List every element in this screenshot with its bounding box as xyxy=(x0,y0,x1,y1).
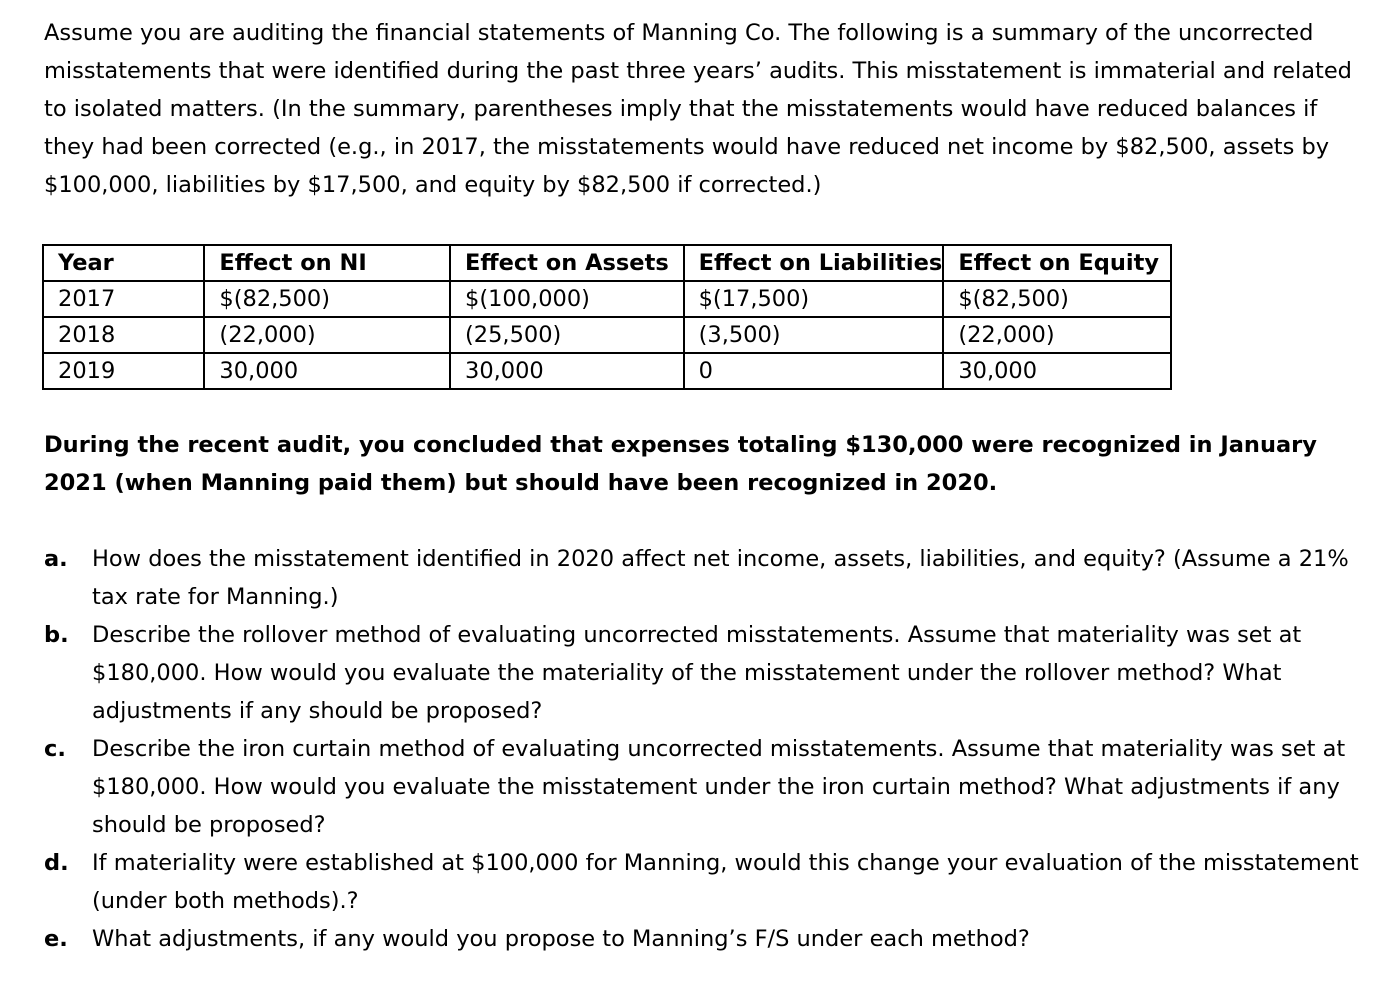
intro-paragraph: Assume you are auditing the financial statements of Manning Co. The following is a summary of the uncorrected misstatements that were identified during the past three years’ audits. This misstatement is immaterial and related to isolated matters. (In the summary, parentheses imply that the misstatements would have reduced balances if they had been corrected (e.g., in 2017, the misstatements would have reduced net income by $82,500, assets by $100,000, liabilities by $17,500, and equity by $82,500 if corrected.) xyxy=(44,20,1352,198)
header-effect-on-liabilities: Effect on Liabilities xyxy=(684,245,944,281)
header-effect-on-ni: Effect on NI xyxy=(204,245,450,281)
question-list xyxy=(44,540,1364,958)
cell-effect-on-equity: (22,000) xyxy=(943,317,1171,353)
question-text: Describe the iron curtain method of evaluating uncorrected misstatements. Assume that materiality was set at $180,000. How would you evaluate the misstatement under the iron curtain method? What adjustments if any should be proposed? xyxy=(92,736,1346,838)
question-e xyxy=(44,920,1364,958)
question-letter: e. xyxy=(44,926,68,952)
question-a xyxy=(44,540,1364,616)
cell-year: 2018 xyxy=(43,317,204,353)
question-c xyxy=(44,730,1364,844)
cell-effect-on-liabilities: $(17,500) xyxy=(684,281,944,317)
table-header-row xyxy=(43,245,1171,281)
cell-effect-on-liabilities: (3,500) xyxy=(684,317,944,353)
cell-effect-on-assets: $(100,000) xyxy=(450,281,684,317)
cell-year: 2019 xyxy=(43,353,204,389)
header-effect-on-equity: Effect on Equity xyxy=(943,245,1171,281)
cell-effect-on-assets: 30,000 xyxy=(450,353,684,389)
cell-effect-on-assets: (25,500) xyxy=(450,317,684,353)
question-letter: b. xyxy=(44,622,69,648)
header-year: Year xyxy=(43,245,204,281)
question-text: What adjustments, if any would you propose to Manning’s F/S under each method? xyxy=(92,926,1030,952)
question-text: Describe the rollover method of evaluating uncorrected misstatements. Assume that materiality was set at $180,000. How would you evaluate the materiality of the misstatement under the rollover method? What adjustments if any should be proposed? xyxy=(92,622,1302,724)
cell-effect-on-ni: $(82,500) xyxy=(204,281,450,317)
header-effect-on-assets: Effect on Assets xyxy=(450,245,684,281)
question-letter: d. xyxy=(44,850,69,876)
table-row xyxy=(43,353,1171,389)
question-text: How does the misstatement identified in 2020 affect net income, assets, liabilities, and equity? (Assume a 21% tax rate for Manning.) xyxy=(92,546,1349,610)
cell-effect-on-ni: (22,000) xyxy=(204,317,450,353)
question-d xyxy=(44,844,1364,920)
misstatement-summary-table xyxy=(42,244,1172,390)
cell-year: 2017 xyxy=(43,281,204,317)
cell-effect-on-ni: 30,000 xyxy=(204,353,450,389)
question-letter: c. xyxy=(44,736,66,762)
recent-audit-paragraph: During the recent audit, you concluded that expenses totaling $130,000 were recognized in January 2021 (when Manning paid them) but should have been recognized in 2020. xyxy=(44,432,1317,496)
question-b xyxy=(44,616,1364,730)
cell-effect-on-liabilities: 0 xyxy=(684,353,944,389)
table-row xyxy=(43,281,1171,317)
question-letter: a. xyxy=(44,546,68,572)
cell-effect-on-equity: $(82,500) xyxy=(943,281,1171,317)
table-row xyxy=(43,317,1171,353)
cell-effect-on-equity: 30,000 xyxy=(943,353,1171,389)
question-text: If materiality were established at $100,000 for Manning, would this change your evaluation of the misstatement (under both methods).? xyxy=(92,850,1359,914)
